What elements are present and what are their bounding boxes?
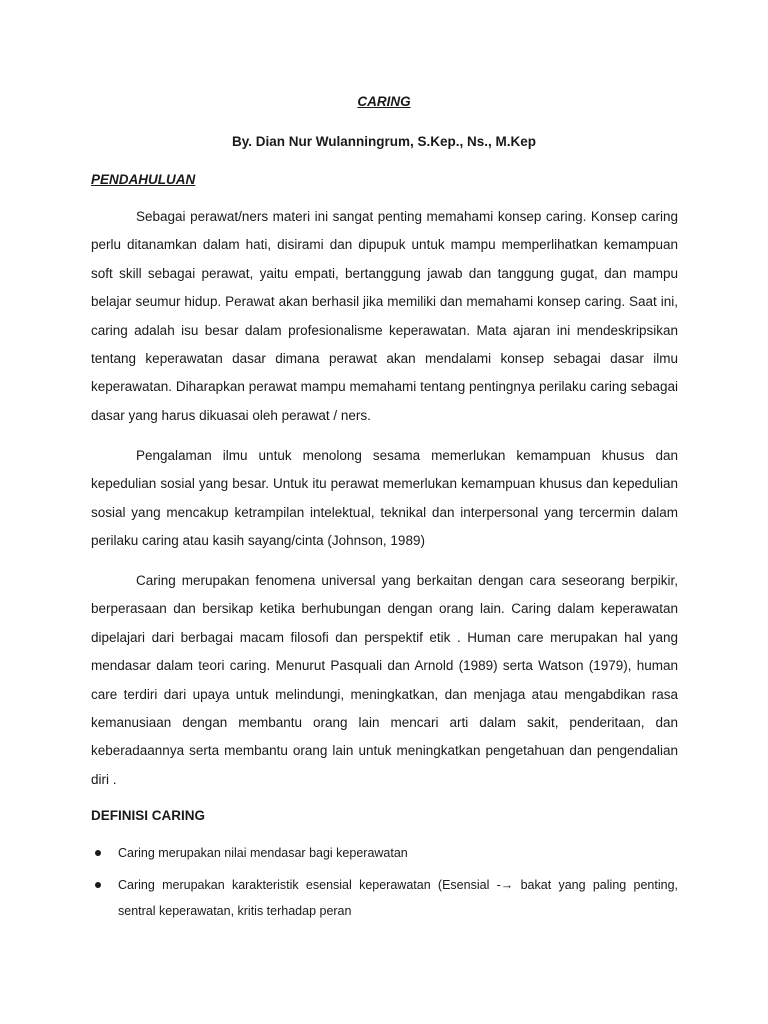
definition-bullet-text: Caring merupakan nilai mendasar bagi keperawatan [118,846,408,860]
document-author: By. Dian Nur Wulanningrum, S.Kep., Ns., M.Kep [231,134,537,149]
bullet-dot-icon [95,882,101,888]
bullet-dot-icon [95,850,101,856]
definition-bullet-item [91,872,678,924]
definition-bullet-list [91,840,678,930]
introduction-heading: PENDAHULUAN [91,172,196,187]
introduction-paragraph-2: Pengalaman ilmu untuk menolong sesama memerlukan kemampuan khusus dan kepedulian sosial yang besar. Untuk itu perawat memerlukan kemampuan khusus dan kepedulian sosial yang mencakup ketrampilan intelektual, teknikal dan interpersonal yang tercermin dalam perilaku caring atau kasih sayang/cinta (Johnson, 1989) [91,448,678,549]
document-title: CARING [357,94,411,109]
definition-heading: DEFINISI CARING [91,808,206,823]
definition-bullet-text: Caring merupakan karakteristik esensial keperawatan (Esensial -→ bakat yang paling penting, sentral keperawatan, kritis terhadap peran [118,878,678,918]
introduction-paragraph-1: Sebagai perawat/ners materi ini sangat penting memahami konsep caring. Konsep caring perlu ditanamkan dalam hati, disirami dan dipupuk untuk mampu memperlihatkan kemampuan soft skill sebagai perawat, yaitu empati, bertanggung jawab dan tanggung gugat, dan mampu belajar seumur hidup. Perawat akan berhasil jika memiliki dan memahami konsep caring. Saat ini, caring adalah isu besar dalam profesionalisme keperawatan. Mata ajaran ini mendeskripsikan tentang keperawatan dasar dimana perawat akan mendalami konsep sebagai dasar ilmu keperawatan. Diharapkan perawat mampu memahami tentang pentingnya perilaku caring sebagai dasar yang harus dikuasai oleh perawat / ners. [91,209,678,423]
introduction-paragraph-3: Caring merupakan fenomena universal yang berkaitan dengan cara seseorang berpikir, berperasaan dan bersikap ketika berhubungan dengan orang lain. Caring dalam keperawatan dipelajari dari berbagai macam filosofi dan perspektif etik . Human care merupakan hal yang mendasar dalam teori caring. Menurut Pasquali dan Arnold (1989) serta Watson (1979), human care terdiri dari upaya untuk melindungi, meningkatkan, dan menjaga atau mengabdikan rasa kemanusiaan dengan membantu orang lain mencari arti dalam sakit, penderitaan, dan keberadaannya serta membantu orang lain untuk meningkatkan pengetahuan dan pengendalian diri . [91,573,678,787]
definition-bullet-item [91,840,678,866]
